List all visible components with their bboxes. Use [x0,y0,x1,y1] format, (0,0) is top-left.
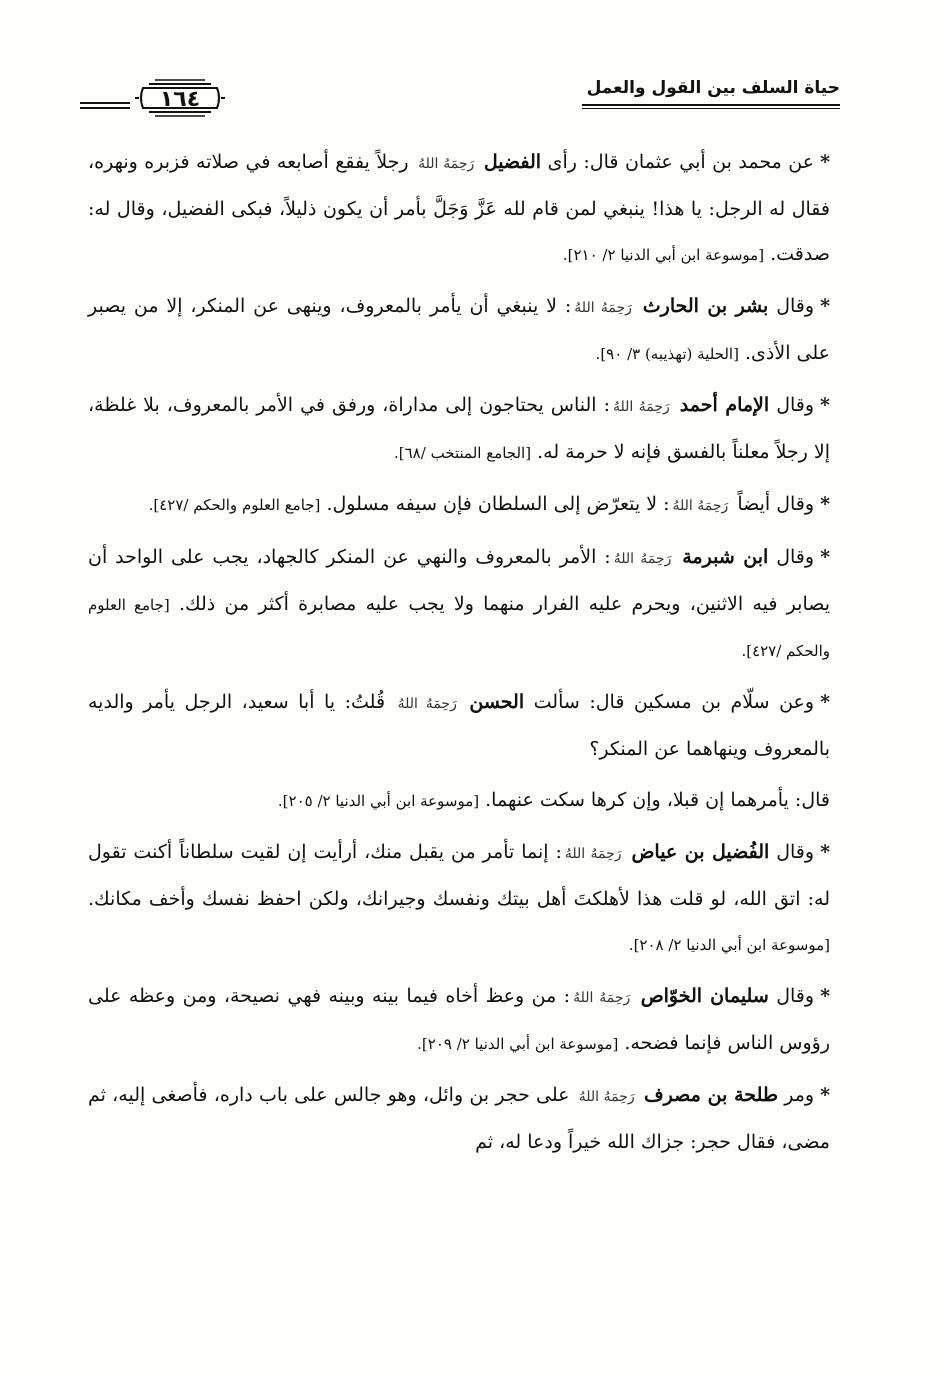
para-text: وقال [776,985,815,1007]
honorific: رَحِمَهُ اللهُ [613,399,670,415]
narrator-name: الحسن [469,691,525,713]
para-text: وقال [776,546,815,568]
honorific: رَحِمَهُ اللهُ [574,300,632,316]
header-rule [582,104,840,106]
running-title: حياة السلف بين القول والعمل [586,78,840,98]
paragraph [88,680,830,772]
paragraph [88,284,830,377]
paragraph [88,535,830,674]
para-text: وقال [776,394,815,416]
honorific: رَحِمَهُ اللهُ [613,551,672,567]
para-text: : من وعظ أخاه فيما بينه وبينه فهي نصيحة، ومن وعظه على رؤوس الناس فإنما فضحه. [88,985,830,1054]
source-reference: [الجامع المنتخب /٦٨]. [394,444,532,462]
para-text: وقال أيضاً [737,493,815,515]
narrator-name: ابن شبرمة [682,546,769,568]
para-text: : الأمر بالمعروف والنهي عن المنكر كالجهاد، يجب على الواحد أن يصابر فيه الاثنين، ويحرم عليه الفرار منهما ولا يجب عليه مصابرة أكثر من ذلك. [88,546,830,615]
paragraph [88,778,830,824]
paragraph [88,830,830,968]
para-text: : إنما تأمر من يقبل منك، أرأيت إن لقيت سلطاناً أكنت تقول له: اتق الله، لو قلت هذا لأهلكتَ أهل بيتك ونفسك وجيرانك، ولكن احفظ نفسك وأخف مكانك. [88,841,830,910]
narrator-name: الفضيل [483,151,542,173]
para-text: على حجر بن وائل، وهو جالس على باب داره، فأصغى إليه، ثم مضى، فقال حجر: جزاك الله خيراً ودعا له، ثم [88,1084,830,1153]
narrator-name: بشر بن الحارث [642,295,769,317]
para-text: وقال [776,295,815,317]
source-reference: [جامع العلوم والحكم /٤٢٧]. [148,496,321,514]
page-number-ornament [135,84,225,114]
honorific: رَحِمَهُ اللهُ [573,990,631,1006]
bullet-star: * [820,151,831,173]
source-reference: [موسوعة ابن أبي الدنيا ٢/ ٢٠٥]. [277,792,480,810]
para-text: : لا ينبغي أن يأمر بالمعروف، وينهى عن المنكر، إلا من يصبر على الأذى. [88,295,830,364]
honorific: رَحِمَهُ اللهُ [418,156,475,172]
source-reference: [موسوعة ابن أبي الدنيا ٢/ ٢٠٩]. [417,1035,619,1053]
paragraph [88,974,830,1067]
page-header [80,70,840,120]
honorific: رَحِمَهُ اللهُ [564,846,622,862]
para-text: وعن سلّام بن مسكين قال: سألت [533,691,815,713]
source-reference: [الحلية (تهذيبه) ٣/ ٩٠]. [595,345,739,363]
para-text: رجلاً يفقع أصابعه في صلاته فزبره ونهره، فقال له الرجل: يا هذا! ينبغي لمن قام لله عَزَّ وَجَلَّ بأمر أن يكون ذليلاً، فبكى الفضيل، وقال له: صدقت. [88,151,830,265]
bullet-star: * [820,841,830,863]
para-text: قُلتُ: يا أبا سعيد، الرجل يأمر والديه بالمعروف وينهاهما عن المنكر؟ [88,691,830,760]
para-text: عن محمد بن أبي عثمان قال: رأى [547,151,815,173]
header-rule [80,102,130,104]
source-reference: [موسوعة ابن أبي الدنيا ٢/ ٢٠٨]. [628,936,830,954]
header-rule [582,108,840,109]
paragraph [88,482,830,529]
narrator-name: الإمام أحمد [679,394,770,416]
paragraph [88,383,830,476]
para-text: : الناس يحتاجون إلى مداراة، ورفق في الأمر بالمعروف، بلا غلظة، إلا رجلاً معلناً بالفسق فإنه لا حرمة له. [88,394,830,463]
narrator-name: سليمان الخوّاص [640,985,769,1007]
bullet-star: * [820,295,830,317]
paragraph [88,140,830,278]
paragraph [88,1073,830,1165]
source-reference: [موسوعة ابن أبي الدنيا ٢/ ٢١٠]. [562,246,765,264]
bullet-star: * [820,546,830,568]
bullet-star: * [820,394,830,416]
page-number: ١٦٤ [159,86,201,112]
para-text: : لا يتعرّض إلى السلطان فإن سيفه مسلول. [326,493,670,515]
para-text: وقال [776,841,815,863]
page-body [88,140,830,1171]
bullet-star: * [820,493,830,515]
honorific: رَحِمَهُ اللهُ [397,696,457,712]
bullet-star: * [820,985,830,1007]
header-rule [80,107,130,109]
bullet-star: * [820,1084,831,1106]
honorific: رَحِمَهُ اللهُ [672,498,729,514]
bullet-star: * [820,691,830,713]
source-reference: [جامع العلوم والحكم /٤٢٧]. [88,596,830,660]
narrator-name: الفُضيل بن عياض [631,841,770,863]
honorific: رَحِمَهُ اللهُ [578,1089,635,1105]
para-text: قال: يأمرهما إن قبلا، وإن كرها سكت عنهما. [485,789,830,811]
para-text: ومر [784,1084,815,1106]
narrator-name: طلحة بن مصرف [643,1084,778,1106]
